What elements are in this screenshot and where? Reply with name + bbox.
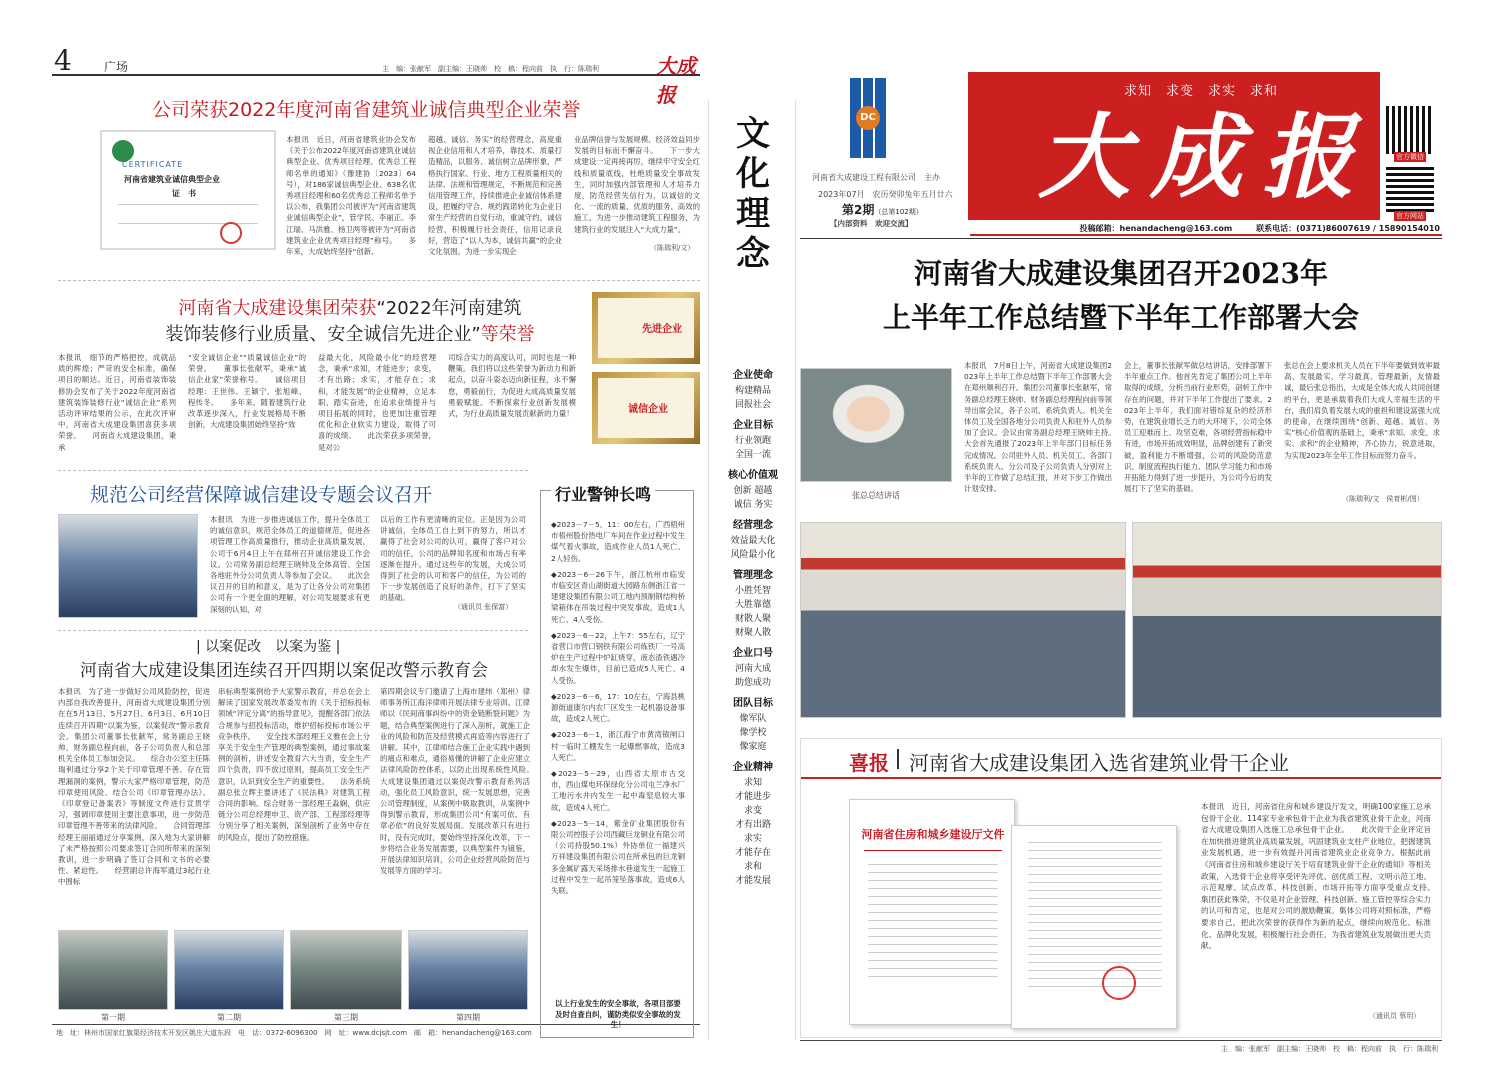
article4-kicker: | 以案促改 以案为鉴 | bbox=[196, 639, 341, 655]
date-line: 2023年07月 农历癸卯兔年五月廿六 bbox=[818, 190, 953, 199]
phase4-caption: 第四期 bbox=[456, 1013, 480, 1022]
group-item: 回报社会 bbox=[734, 400, 771, 410]
article4-col3: 第四期会议专门邀请了上海市建纬（郑州）律师事务所江海洋律师开展法律专业培训。江律师以《民间商事纠纷中的资金链断裂问题》为题，结合典型案例进行了深入剖析，就施工企业的风险和防范及经营模式再造等内容进行了讲解。其中，江律师结合施工企业实践中遇到的痛点和难点，通俗易懂的讲解了企业应建立法律风险防控体系，以防止出现系统性风险。 大成建设集团通过以案促改警示教育系列活动，强化员工风险意识，统一发展思想，完善公司管理制度，从案例中吸取教训，从案例中得到警示教育，形成集团公司“有案可依、有章必依”的良好发展局面。发展改革只有进行时，没有完成时，要始终坚持深化改革，下一步将结合业务发展需要，以典型案件为镜鉴，开展法律知识培训，公司企业经营风险防范与发展等方面的学习。 bbox=[380, 687, 545, 876]
culture-group bbox=[709, 418, 797, 462]
group-item: 行业领跑 bbox=[734, 436, 771, 446]
logo-letter-icon: DC bbox=[856, 106, 880, 130]
issue bbox=[842, 201, 923, 218]
culture-title-char: 化 bbox=[736, 154, 770, 194]
group-head: 团队目标 bbox=[733, 698, 773, 709]
certificate-image bbox=[100, 130, 276, 250]
gov-document-image-2 bbox=[1011, 825, 1177, 1029]
plaque-1-text: 先进企业 bbox=[642, 324, 682, 335]
certificate-plaque-1 bbox=[592, 292, 700, 364]
page-number: 4 bbox=[54, 44, 72, 77]
editors-line: 主 编：张献军 副主编：王晓帅 校 稿：程向前 执 行：陈瑞利 bbox=[382, 65, 599, 73]
gov-document-lines bbox=[868, 864, 998, 984]
alarm-item: ◆2023－6－22，上午7：55左右，辽宁省营口市营口钢铁有限公司炼铁厂一号高炉在生产过程中炉缸烧穿，液态渣铁遇冷却水发生爆炸，目前已造成5人死亡、4人受伤。 bbox=[551, 630, 686, 685]
divider bbox=[58, 470, 528, 471]
group-item: 像军队 bbox=[739, 714, 767, 724]
group-item: 助您成功 bbox=[734, 678, 771, 688]
group-item: 河南大成 bbox=[734, 664, 771, 674]
gov-document-image-1 bbox=[849, 799, 1015, 1025]
article2-title-red2: 等荣誉 bbox=[480, 324, 535, 345]
alarm-list bbox=[551, 519, 685, 896]
right-footer bbox=[800, 1040, 1442, 1056]
group-item: 才能存在 bbox=[734, 848, 771, 858]
article3-col2: 以后的工作有更清晰的定位。正是因为公司讲诚信，全体员工自上到下的努力，所以才赢得了社会对公司的认可，赢得了客户对公司的信任，公司的品牌知名度和市场占有率逐渐在提升。通过这些年的发展，大成公司得到了社会的认可和客户的信任，为公司的下一步发展创造了良好的条件，打下了坚实的基础。 bbox=[380, 515, 526, 603]
phase4-photo bbox=[408, 930, 528, 1010]
group-item: 诚信 务实 bbox=[733, 500, 773, 510]
lead-col3: 张总在会上要求机关人员在下半年要做到效率最高、发展最实、学习最真、管理最新，友情最诚，最后张总指出，大成是全体大成人共同创建的平台，更是承载着我们大成人幸福生活的平台，我们肩负着发展大成的重担和建设富强大成的使命，在继续围绕“创新、超越、诚信、务实”核心价值观的基础上，秉承“求知、求变、求实、求和”的企业精神，齐心协力，锐意进取，为实现2023年全年工作目标而努力奋斗。 bbox=[1284, 361, 1440, 460]
publisher: 河南省大成建设工程有限公司 主办 bbox=[812, 173, 940, 182]
certificate-text-lines bbox=[118, 204, 258, 224]
good-news-credit: （通讯员 蔡玥） bbox=[1369, 1012, 1421, 1020]
issue-number: 第2期 bbox=[842, 203, 875, 217]
article2-col2: “安全诚信企业”“质量诚信企业”的荣誉。 董事长张献军，秉承“诚信企业家”荣誉称号。 诚信项目经理：王世伟、王颖宁、张旭峰、程传冬。 多年来，随着建筑行业改革逐步深入，行业发展格局不断创新，大成建设集团始终坚持“效 bbox=[188, 353, 306, 430]
internal-note: 【内部资料 欢迎交流】 bbox=[830, 219, 913, 228]
contact-bar bbox=[970, 222, 1442, 236]
good-news-header bbox=[801, 739, 1441, 779]
article2-col1: 本报讯 细节的严格把控，成就品质的辉煌；严苛的安全标准，确保项目的顺达。近日，河南省装饰装修协会发布了关于2022年度河南省建筑装饰装修行业“诚信企业”系列活动评审结果的公示，在此次评审中，河南省大成建设集团喜获多项荣誉。 河南省大成建设集团，秉承 bbox=[58, 353, 176, 452]
lead-title-line1: 河南省大成建设集团召开2023年 bbox=[914, 257, 1328, 290]
lead-title-line2: 上半年工作总结暨下半年工作部署大会 bbox=[882, 301, 1359, 334]
alarm-item: ◆2023－6－26下午，浙江杭州市临安市临安区青山湖街道大园路东侧浙江省一建建设集团有限公司工地内预制钢结构桥梁箱体在吊装过程中突发事故，造成1人死亡、4人受伤。 bbox=[551, 569, 685, 624]
phase2-caption: 第二期 bbox=[217, 1013, 241, 1022]
qr-code-wechat bbox=[1386, 106, 1434, 154]
right-editors-line: 主 编：张献军 副主编：王晓帅 校 稿：程向前 执 行：陈瑞利 bbox=[1221, 1045, 1438, 1053]
group-item: 构建精品 bbox=[734, 386, 771, 396]
good-news-badge: 喜报 bbox=[849, 751, 889, 775]
article1-col1: 本报讯 近日，河南省建筑业协会发布《关于公布2022年度河南省建筑业诚信典型企业、优秀项目经理、优秀总工程师名单的通知》（豫建协〔2023〕64号），对186家诚信典型企业、638名优秀项目经理和60名优秀总工程师名单予以公布，我集团公司被评为“河南省建筑业诚信典型企业”，管学民、李丽正、李江瑞、马洪雅、杨卫两等被评为“河南省建筑业企业优秀项目经理”称号。 多年来，大成始终坚持“创新、 bbox=[286, 135, 416, 257]
group-item: 大胜靠德 bbox=[734, 600, 771, 610]
certificate-emblem-icon bbox=[112, 140, 134, 162]
article2-title bbox=[120, 296, 580, 348]
qr-code-website bbox=[1386, 164, 1434, 212]
phase3-caption: 第三期 bbox=[334, 1013, 358, 1022]
group-item: 小胜凭智 bbox=[734, 586, 771, 596]
culture-group bbox=[709, 646, 797, 690]
footer-address: 地 址：林州市国家红旗渠经济技术开发区姚庄大道东段 电 话：0372-6096300 网 址：www.dcjsjt.com 邮 箱：henandacheng@163.com bbox=[56, 1029, 532, 1037]
alarm-item: ◆2023－7－5、11：00左右，广西梧州市梧州股份热电厂车间在作业过程中发生煤气着火事故，造成作业人员1人死亡、2人轻伤。 bbox=[551, 520, 686, 563]
culture-group bbox=[709, 468, 797, 512]
certificate-label: 证 书 bbox=[172, 189, 196, 198]
group-item: 创新 超越 bbox=[733, 486, 773, 496]
article4-col2: 串标典型案例给予大家警示教育，并总在会上解读了国家发展改革委发布的《关于招标投标领域“评定分离”的指导意见》，提醒各部门依法合规参与招投标活动，维护招标投标市场公平竞争秩序。 安全技术部经理王义雅在会上分享关于安全生产管理的典型案例，通过事故案例的剖析，讲述安全教育六大当责，安全生产四个负责，四不放过原则，提高员工安全生产意识，认识到安全生产的重要性。 法务系统副总张立辉主要讲述了《民法典》对建筑工程合同的影响。综合财务一部经理王淼娴，供应链分公司总经理申卫、资产部、工程部经理等分别分享了相关案例，深刻剖析了业务中存在的风险点，提出了防控措施。 bbox=[218, 687, 370, 842]
group-item: 求变 bbox=[743, 806, 762, 816]
certificate-plaque-2 bbox=[592, 372, 700, 444]
certificate-title: CERTIFICATE bbox=[122, 160, 184, 169]
group-head: 管理理念 bbox=[733, 570, 773, 581]
article1-credit: （陈瑞利/文） bbox=[650, 244, 695, 252]
plaque-2-text: 诚信企业 bbox=[628, 404, 668, 415]
gov-document-seal-icon bbox=[1102, 966, 1136, 1000]
gov-document-lines bbox=[1028, 842, 1162, 992]
culture-list bbox=[709, 368, 797, 888]
masthead-banner bbox=[968, 72, 1380, 220]
certificate-subtitle: 河南省建筑业诚信典型企业 bbox=[124, 175, 220, 184]
left-page-header bbox=[52, 44, 700, 107]
phase1-photo bbox=[58, 930, 168, 1010]
masthead-small: 大成报 bbox=[656, 54, 696, 107]
group-item: 才能进步 bbox=[734, 792, 771, 802]
phase1-caption: 第一期 bbox=[101, 1013, 125, 1022]
article2-col3: 益最大化，风险最小化”的经营理念，秉承“求知，才能进步；求变，才有出路；求实，才能存在；求和，才能发展”的企业精神，立足本职、踏实奋进，在追求业绩提升与项目拓展的同时，也更加注重管理优化和企业软实力建设，取得了可喜的成绩。 此次荣获多项荣誉，是对公 bbox=[318, 353, 436, 452]
group-head: 核心价值观 bbox=[728, 470, 778, 481]
culture-group bbox=[709, 760, 797, 888]
divider bbox=[58, 630, 528, 631]
culture-column bbox=[708, 100, 796, 1040]
meeting-photo bbox=[58, 514, 198, 618]
alarm-item: ◆2023－5－14，紫金矿业集团股份有限公司控股子公司西藏巨龙铜业有限公司（公司持股50.1%）外协单位一福建兴万祥建设集团有限公司在所承包的巨龙铜多金属矿露天采场排水巷道发生一起施工过程中发生一起吊笼坠落事故，造成6人失联。 bbox=[551, 818, 685, 896]
lead-col1: 本报讯 7月8日上午，河南省大成建设集团2023年上半年工作总结暨下半年工作部署大会在郑州顺利召开。集团公司董事长张献军，常务副总经理王晓帅、财务副总经理程向前等领导出席会议，各子公司、系统负责人、机关全体员工及全国各地分公司负责人和驻外人员参加了会议。会议由常务副总经理王晓帅主持。 大会首先通报了2023年上半年部门目标任务完成情况。公司驻外人员、机关员工、各部门系统负责人、分公司及子公司负责人分别对上半年的工作做了总结汇报，并对下步工作做出计划安排。 bbox=[964, 361, 1127, 494]
good-news-body: 本报讯 近日，河南省住房和城乡建设厅发文，明确100家施工总承包骨干企业、114家专业承包骨干企业为我省建筑业骨干企业，河南省大成建设集团入选施工总承包骨干企业。 此次骨干企业评定旨在加快推进建筑业高质量发展，巩固建筑业支柱产业地位，把握建筑业发展机遇，进一步有效提升河南省建筑业企业竞争力。根据此前《河南省住房和城乡建设厅关于培育建筑业骨干企业的通知》等相关政策，入选骨干企业将享受评先评优、创优质工程、文明示范工地、示范观摩、试点改革、科技创新、市场开拓等方面享受重点支持。 集团获此殊荣，不仅是对企业管理、科技创新、施工管控等综合实力的认可和肯定，也是对公司的激励鞭策。集体公司将对照标准，严格要求自己，把此次荣誉的获得作为新的起点，继续向规范化、标准化、品牌化发展，积极履行社会责任，为我省建筑业发展做出更大贡献。 bbox=[1201, 802, 1447, 951]
article3-col1: 本报讯 为进一步推进诚信工作，提升全体员工的诚信意识，规范全体员工的道德规范，促进各项管理工作高质量推行，推动企业高质量发展，公司于6月4日上午在郑州召开诚信建设工作会议。公司常务副总经理王晓帅及全体高管、全国各地驻外分公司负责人等参加了会议。 此次会议召开的目的和意义，是为了让各分公司对集团公司有一个更全面的理解，对公司发展要求有更深刻的认知，对 bbox=[210, 515, 370, 614]
group-item: 才能发展 bbox=[734, 876, 771, 886]
group-item: 像学校 bbox=[739, 728, 767, 738]
article1-title: 公司荣获2022年度河南省建筑业诚信典型企业荣誉 bbox=[152, 99, 581, 121]
culture-title bbox=[709, 114, 797, 274]
good-news-separator bbox=[897, 749, 899, 769]
group-item: 像家庭 bbox=[739, 742, 767, 752]
speaker-photo-caption: 张总总结讲话 bbox=[852, 491, 900, 500]
culture-group bbox=[709, 368, 797, 412]
alarm-item: ◆2023－6－6，17：10左右，宁海县桃源街道康尔内农厂区发生一起机器设备事故，造成2人死亡。 bbox=[551, 691, 686, 724]
gov-document-rule bbox=[864, 850, 1002, 851]
qr-label-website: 官方网站 bbox=[1396, 212, 1424, 220]
group-item: 求知 bbox=[743, 778, 762, 788]
culture-group bbox=[709, 696, 797, 754]
article3-title: 规范公司经营保障诚信建设专题会议召开 bbox=[90, 484, 433, 506]
article2-title-black2: 装饰装修行业质量、安全诚信先进企业” bbox=[165, 324, 481, 345]
group-item: 财散人聚 bbox=[734, 614, 771, 624]
phase3-photo bbox=[290, 930, 402, 1010]
phase2-photo bbox=[174, 930, 284, 1010]
article2-title-red1: 河南省大成建设集团荣获 bbox=[178, 298, 377, 319]
group-head: 企业使命 bbox=[733, 370, 773, 381]
group-head: 企业精神 bbox=[733, 762, 773, 773]
qr-label-wechat: 官方微信 bbox=[1396, 153, 1424, 161]
group-item: 风险最小化 bbox=[730, 550, 776, 560]
group-head: 企业口号 bbox=[733, 648, 773, 659]
group-head: 企业目标 bbox=[733, 420, 773, 431]
group-head: 经营理念 bbox=[733, 520, 773, 531]
conference-photo-2 bbox=[1132, 522, 1442, 718]
conference-photo-1 bbox=[800, 522, 1126, 718]
masthead-motto: 求知 求变 求实 求和 bbox=[1124, 84, 1279, 99]
header-rule bbox=[800, 238, 1442, 239]
contact-text: 投稿邮箱：henandacheng@163.com 联系电话：(0371)86007619 / 15890154010 bbox=[1079, 224, 1440, 233]
alarm-title: 行业警钟长鸣 bbox=[551, 482, 655, 505]
lead-credit: （陈瑞利/文 侯育彬/图） bbox=[1342, 495, 1424, 503]
masthead-title: 大成报 bbox=[1038, 103, 1375, 211]
article2-col4: 司综合实力的高度认可，同时也是一种鞭策。我们将以这些荣誉为新动力和新起点，以奋斗姿态迈向新征程，永不懈怠，勇毅前行，为促进大成高质量发展勇毅赋能。不断探索行业创新发展模式，为行业高质量发展贡献新的力量！ bbox=[448, 353, 576, 419]
article1-col3: 业品牌信誉与发展规模、经济效益同步发展的目标而不懈奋斗。 下一步大成建设一定再接再厉，继续牢守安全红线和质量底线，杜绝质量安全事故发生，同时加强内部管理和人才培养力度，防范经营失信行为，以诚信的文化、一流的质量、优质的服务、高效的施工，为进一步推动建筑工程服务，为建筑行业的发展注入“大成力量”。 bbox=[574, 135, 700, 234]
culture-group bbox=[709, 568, 797, 640]
article4-col1: 本报讯 为了进一步做好公司风险防控，促进内部自我改善提升，河南省大成建设集团分别在在5月13日、5月27日、6月3日、6月10日连续召开四期“以案为鉴，以案促改”警示教育会。集团公司董事长张献军，常务副总王晓帅、财务副总程向前，各子公司负责人和总部机关全体员工参加会议。 综合办公室主任陈瑞利通过分享2个关于印章管理不善、存在管理漏洞的案例，警示大家严格印章管理，防范印章使用风险。结合公司《印章管理办法》、《印章登记备案表》等制度文件进行宣贯学习，强调印章使用主要注意事项，进一步防范印章管理不善带来的法律风险。 合同管理部经理王丽丽通过分享案例，深入地为大家讲解了未严格按照公司要求签订合同所带来的深刻教训，进一步明确了签订合同和文书的必要性、紧迫性。 经营副总许海军通过3起行业中围标 bbox=[58, 687, 210, 887]
divider bbox=[58, 280, 700, 281]
group-item: 求和 bbox=[743, 862, 762, 872]
certificate-seal-icon bbox=[220, 222, 242, 244]
culture-title-char: 理 bbox=[736, 194, 770, 234]
group-item: 效益最大化 bbox=[730, 536, 776, 546]
article4-title: 河南省大成建设集团连续召开四期以案促改警示教育会 bbox=[80, 661, 488, 681]
group-item: 全国一流 bbox=[734, 450, 771, 460]
section-name: 广场 bbox=[104, 60, 129, 74]
lead-title bbox=[800, 252, 1442, 340]
alarm-closing: 以上行业发生的安全事故，各项目部要及时自查自纠，谨防类似安全事故的发生！ bbox=[555, 999, 681, 1029]
culture-title-char: 念 bbox=[736, 234, 770, 274]
good-news-title: 河南省大成建设集团入选省建筑业骨干企业 bbox=[909, 751, 1289, 775]
culture-group bbox=[709, 518, 797, 562]
alarm-item: ◆2023－6－1，浙江海宁市黄湾镇闸口村一临时工棚发生一起爆燃事故，造成3人死亡。 bbox=[551, 730, 685, 762]
issue-total: （总第102期） bbox=[874, 208, 923, 216]
culture-title-char: 文 bbox=[736, 114, 770, 154]
group-item: 才有出路 bbox=[734, 820, 771, 830]
article1-col2: 超越、诚信、务实”的经营理念，高度重视企业信用和人才培养，靠技术、质量打造精品，以服务、诚信树立品牌形象，严格执行国家、行业、地方工程质量相关的法律、法规和管理规定，不断规范和完善信用管理工作，持续推进企业诚信体系建设，把履约守合、规约践诺转化为企业日常生产经营的自觉行动，重诚守约，诚信经营，积极履行社会责任，信用记录良好，营造了“以人为本，诚信共赢”的企业文化氛围。为进一步实现企 bbox=[428, 135, 562, 257]
group-item: 求实 bbox=[743, 834, 762, 844]
article3-credit: （通讯员 张保富） bbox=[454, 603, 513, 611]
lead-col2: 会上，董事长张献军做总结讲话，安排部署下半年重点工作。他首先肯定了集团公司上半年取得的成绩，分析当前行业形势，剖析工作中存在的问题，并对下半年工作提出了要求。2023年上半年，我们面对错综复杂的经济形势，在建筑业增长乏力的大环境下，公司全体员工迎难而上、攻坚克难，各项经营指标稳中有进，市场开拓成效明显，品牌创建有了新突破，盈利能力不断增强，公司的风险防范意识、制度流程执行能力、团队学习能力和市场开拓能力得到了进一步提升，为公司今后的发展打下了坚实的基础。 bbox=[1124, 361, 1272, 494]
group-item: 财聚人散 bbox=[734, 628, 771, 638]
company-logo bbox=[848, 78, 888, 158]
gov-document-header: 河南省住房和城乡建设厅文件 bbox=[861, 828, 1005, 841]
good-news-box bbox=[800, 738, 1447, 1038]
speaker-photo bbox=[800, 368, 952, 482]
article2-title-black1: “2022年河南建筑 bbox=[376, 298, 522, 319]
safety-alarm-box bbox=[540, 485, 694, 1038]
alarm-item: ◆2023－5－29，山西省太原市古交市，西山煤电环保绿化分公司屯兰净水厂工地污水井内发生一起中毒窒息较大事故，造成4人死亡。 bbox=[551, 769, 685, 812]
